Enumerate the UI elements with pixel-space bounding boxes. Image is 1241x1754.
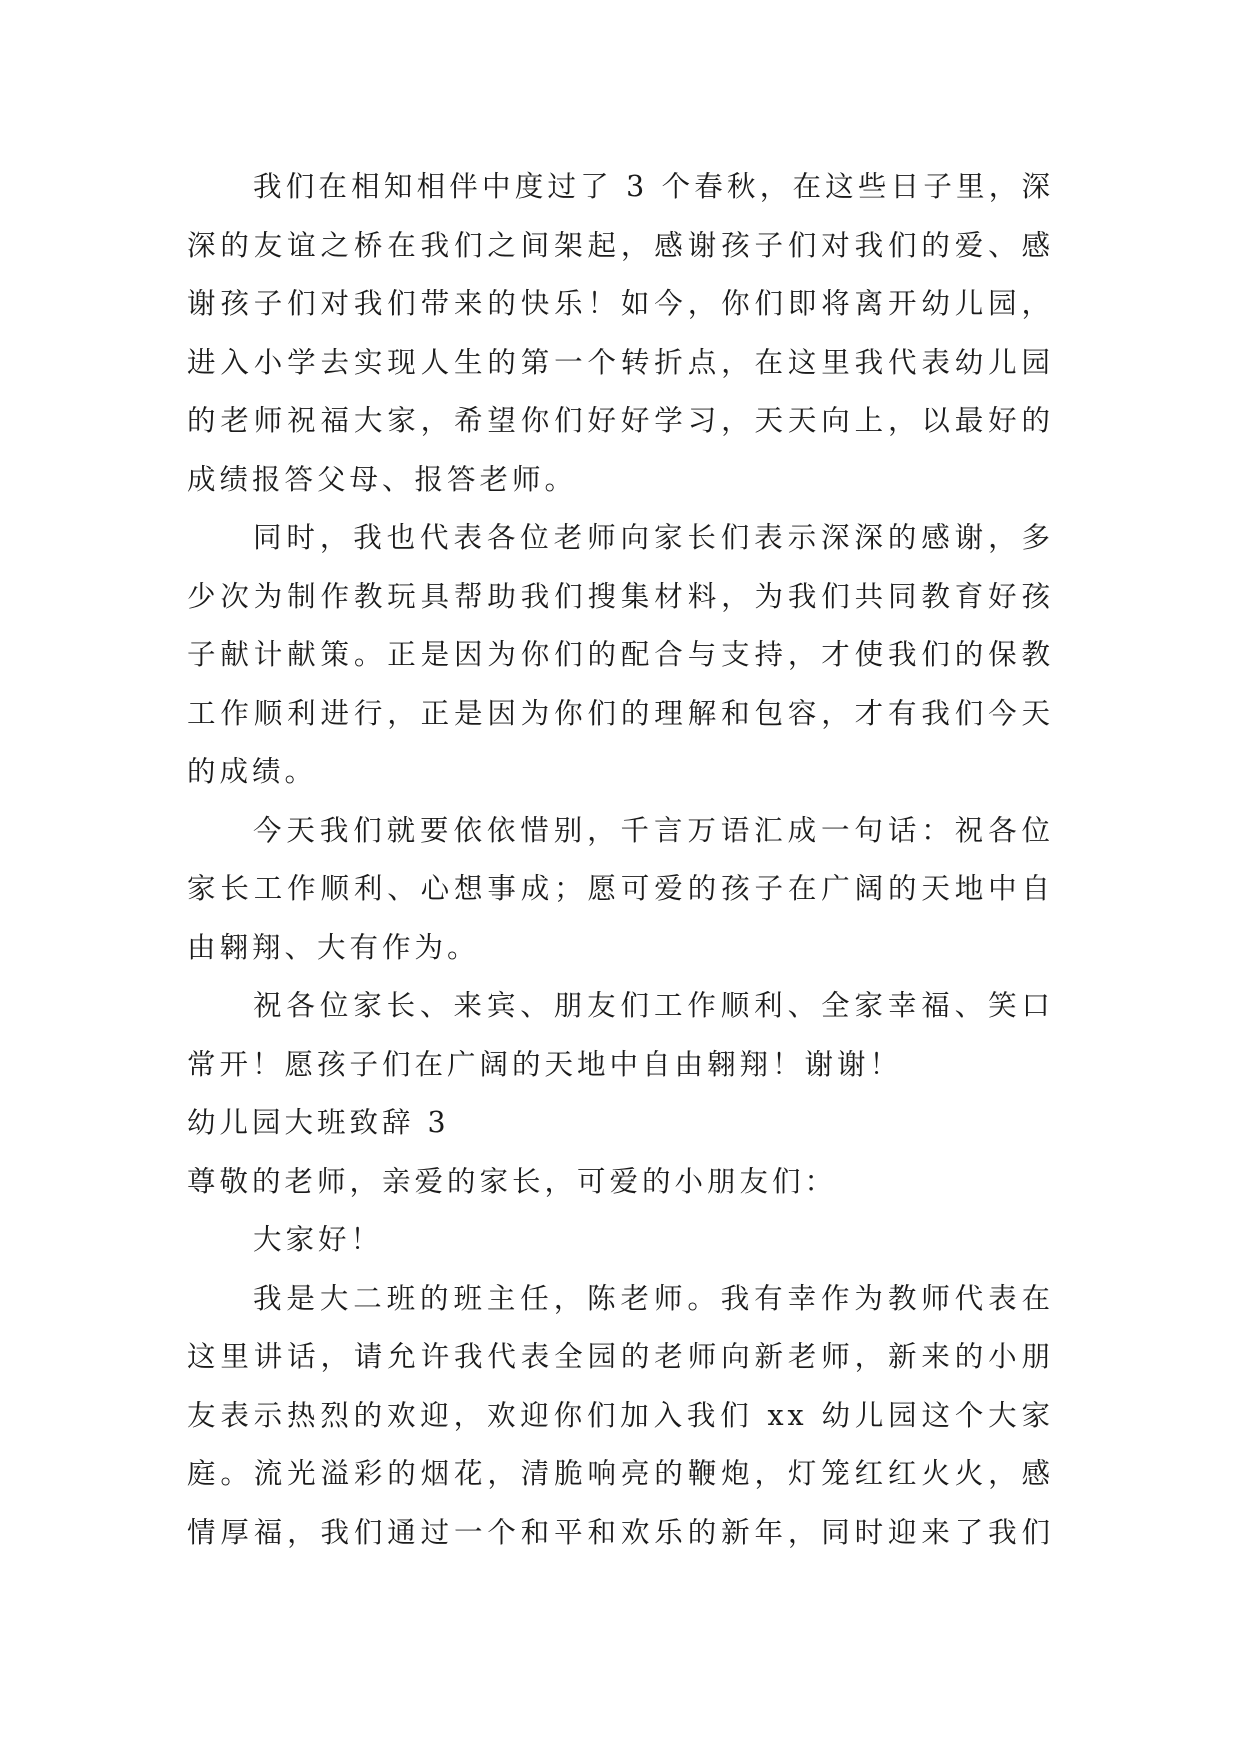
text-line: 进入小学去实现人生的第一个转折点，在这里我代表幼儿园 [187, 345, 1054, 379]
text-line: 子献计献策。正是因为你们的配合与支持，才使我们的保教 [187, 638, 1054, 671]
text-line: 常开！愿孩子们在广阔的天地中自由翱翔！谢谢！ [187, 1047, 903, 1081]
text-line: 家长工作顺利、心想事成；愿可爱的孩子在广阔的天地中自 [187, 872, 1054, 905]
section-heading: 幼儿园大班致辞 3 [187, 1106, 450, 1139]
text-line: 成绩报答父母、报答老师。 [187, 462, 578, 496]
text-line: 祝各位家长、来宾、朋友们工作顺利、全家幸福、笑口 [253, 989, 1054, 1022]
text-line: 的成绩。 [187, 755, 318, 788]
text-line: 情厚福，我们通过一个和平和欢乐的新年，同时迎来了我们 [187, 1515, 1054, 1549]
text-line: 我们在相知相伴中度过了 3 个春秋，在这些日子里，深 [253, 170, 1054, 203]
text-line: 的老师祝福大家，希望你们好好学习，天天向上，以最好的 [187, 404, 1054, 437]
paragraph [187, 509, 1054, 802]
text-line: 这里讲话，请允许我代表全园的老师向新老师，新来的小朋 [187, 1340, 1054, 1373]
document-body [187, 158, 1054, 1562]
text-line: 同时，我也代表各位老师向家长们表示深深的感谢，多 [253, 521, 1054, 554]
paragraph [187, 977, 1054, 1094]
text-line: 谢孩子们对我们带来的快乐！如今，你们即将离开幼儿园， [187, 287, 1054, 320]
text-line: 少次为制作教玩具帮助我们搜集材料，为我们共同教育好孩 [187, 579, 1054, 613]
text-line: 我是大二班的班主任，陈老师。我有幸作为教师代表在 [253, 1281, 1054, 1315]
paragraph [187, 802, 1054, 978]
text-line: 由翱翔、大有作为。 [187, 930, 480, 964]
text-line: 工作顺利进行，正是因为你们的理解和包容，才有我们今天 [187, 696, 1054, 730]
text-line: 庭。流光溢彩的烟花，清脆响亮的鞭炮，灯笼红红火火，感 [187, 1457, 1054, 1490]
text-line: 今天我们就要依依惜别，千言万语汇成一句话：祝各位 [253, 813, 1054, 847]
greeting: 大家好！ [253, 1223, 384, 1256]
paragraph [187, 1270, 1054, 1563]
text-line: 友表示热烈的欢迎，欢迎你们加入我们 xx 幼儿园这个大家 [187, 1398, 1054, 1432]
text-line: 深的友谊之桥在我们之间架起，感谢孩子们对我们的爱、感 [187, 228, 1054, 262]
paragraph [187, 158, 1054, 509]
salutation: 尊敬的老师，亲爱的家长，可爱的小朋友们： [187, 1164, 838, 1198]
